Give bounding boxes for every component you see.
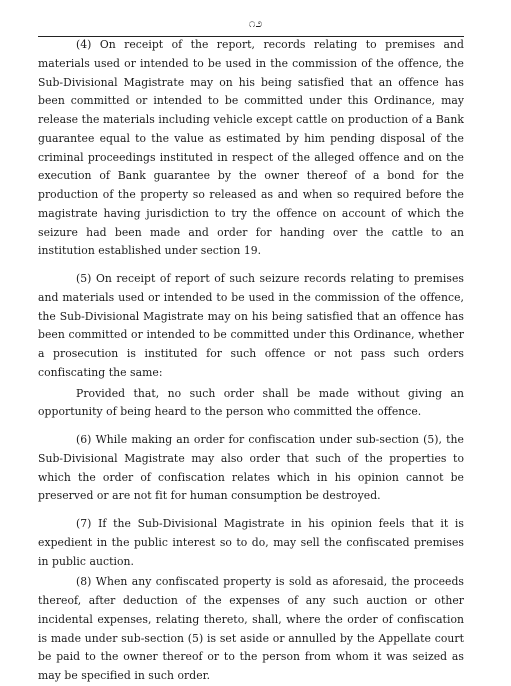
- paragraph-sub-section-6: (6) While making an order for confiscation under sub-section (5), the Sub-Divisional Magistrate may also order that such of the properties to which the order of confiscation relates which in his opinion cannot be preserved or are not fit for human consumption be destroyed.: [38, 433, 464, 503]
- document-body: [38, 36, 464, 686]
- paragraph-proviso: Provided that, no such order shall be made without giving an opportunity of being heard to the person who committed the offence.: [38, 386, 464, 419]
- paragraph-sub-section-5: (5) On receipt of report of such seizure records relating to premises and materials used or intended to be used in the commission of the offence, the Sub-Divisional Magistrate may on his being satisfied that an offence has been committed or intended to be committed under this Ordinance, whether a prosecution is instituted for such offence or not pass such orders confiscating the same:: [38, 272, 464, 379]
- paragraph-sub-section-8: (8) When any confiscated property is sold as aforesaid, the proceeds thereof, after deduction of the expenses of any such auction or other incidental expenses, relating thereto, shall, where the order of confiscation is made under sub-section (5) is set aside or annulled by the Appellate court be paid to the owner thereof or to the person from whom it was seized as may be specified in such order.: [38, 575, 464, 682]
- paragraph-sub-section-7: (7) If the Sub-Divisional Magistrate in his opinion feels that it is expedient in the public interest so to do, may sell the confiscated premises in public auction.: [38, 517, 464, 568]
- paragraph-sub-section-4: (4) On receipt of the report, records relating to premises and materials used or intended to be used in the commission of the offence, the Sub-Divisional Magistrate may on his being satisfied that an offence has been committed or intended to be committed under this Ordinance, may release the materials including vehicle except cattle on production of a Bank guarantee equal to the value as estimated by him pending disposal of the criminal proceedings instituted in respect of the alleged offence and on the execution of Bank guarantee by the owner thereof of a bond for the production of the property so released as and when so required before the magistrate having jurisdiction to try the offence on account of which the seizure had been made and order for handing over the cattle to an institution established under section 19.: [38, 38, 464, 258]
- page-number: ೧೨: [248, 16, 263, 30]
